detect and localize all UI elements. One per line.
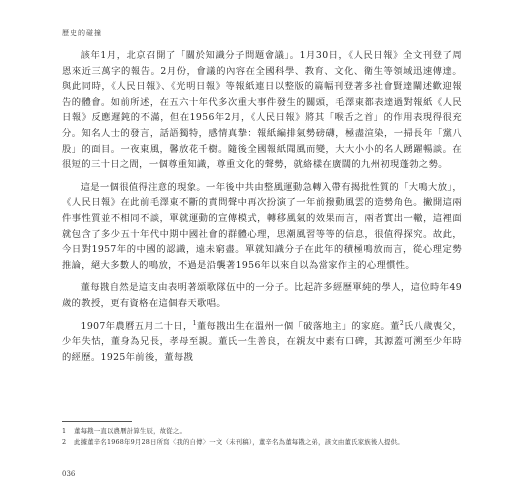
paragraph-4 <box>62 319 462 366</box>
paragraph-1: 該年1月，北京召開了「關於知識分子問題會議」。1月30日，《人民日報》全文刊登了周恩來近三萬字的報告。2月份，會議的內容在全國科學、教育、文化、衛生等領域迅速傳達。與此同時，《人民日報》、《光明日報》等報紙連日以整版的篇幅刊登著多社會賢達闡述歡迎報告的體會。如前所述，在五六十年代多次重大事件發生的關頭，毛澤東都表達過對報紙《人民日報》反應遲鈍的不滿，但在1956年2月，《人民日報》將其「喉舌之首」的作用表現得很充分。知名人士的發言，話語獨特，感情真摯：報紙編排氣勢磅礴，極盡渲染，一掃長年「黨八股」的面目。一夜東風，馨放花千樹。隨後全國報紙聞風而變，大大小小的名人踴躍暢談。在很短的三十日之間，一個尊重知識，尊重文化的聲勢，就絡樣在廣闊的九州初現蓬勃之勢。 <box>62 50 462 171</box>
footnote-text: 董每戡一直以農曆計算生辰，故從之。 <box>74 427 187 435</box>
paragraph-2: 這是一個很值得注意的現象。一年後中共由整風運動急轉入帶有揭批性質的「大鳴大放」，《人民日報》在此前毛澤東不斷的責問聲中再次扮演了一年前撥動風雲的造勢角色。撇開這兩件事性質並不相同不談，單就運動的宣傳模式，轉移風氣的效果而言，兩者實出一轍，這裡面就包含了多少五十年代中期中國社會的群體心理，思潮風習等等的信息，很值得探究。故此，今日對1957年的中國的認識，遠未窮盡。單就知識分子在此年的積極鳴放而言，從心理定勢推論，絕大多數人的鳴放，不過是沿襲著1956年以來自以為當家作主的心理慣性。 <box>62 181 462 271</box>
footnote-mark-1[interactable]: 1 <box>192 319 197 327</box>
paragraph-4-part-b: 董每戡出生在溫州一個「破落地主」的家庭。董 <box>196 320 400 332</box>
paragraph-3: 董每戡自然是這支由表明著頌歌隊伍中的一分子。比起許多經歷單純的學人，這位時年49歲的教授，更有資格在這個春天歌唱。 <box>62 282 462 309</box>
footnotes <box>62 426 462 447</box>
footnote-number: 1 <box>62 427 67 435</box>
footnote-2 <box>62 437 462 448</box>
paragraph-4-part-c: 氏八歲喪父，少年失怙，董身為兄長，孝母至親。董氏一生善良，在親友中素有口碑，其源蓋可溯至少年時的經歷。1925年前後，董每戡 <box>62 320 462 363</box>
footnote-divider <box>62 421 132 422</box>
footnote-1 <box>62 426 462 437</box>
footnote-text: 此據董辛名1968年9月28日所寫〈我的自傳〉一文（未刊稿），董辛名為董每戡之弟，該文由董氏家族後人提供。 <box>74 437 404 446</box>
page-number: 036 <box>62 470 76 478</box>
footnote-mark-2[interactable]: 2 <box>399 319 404 327</box>
running-header: 歷史的碰撞 <box>62 29 102 37</box>
body-text <box>62 48 462 372</box>
footnote-number: 2 <box>62 437 67 446</box>
paragraph-4-part-a: 1907年農曆五月二十日， <box>80 320 193 332</box>
